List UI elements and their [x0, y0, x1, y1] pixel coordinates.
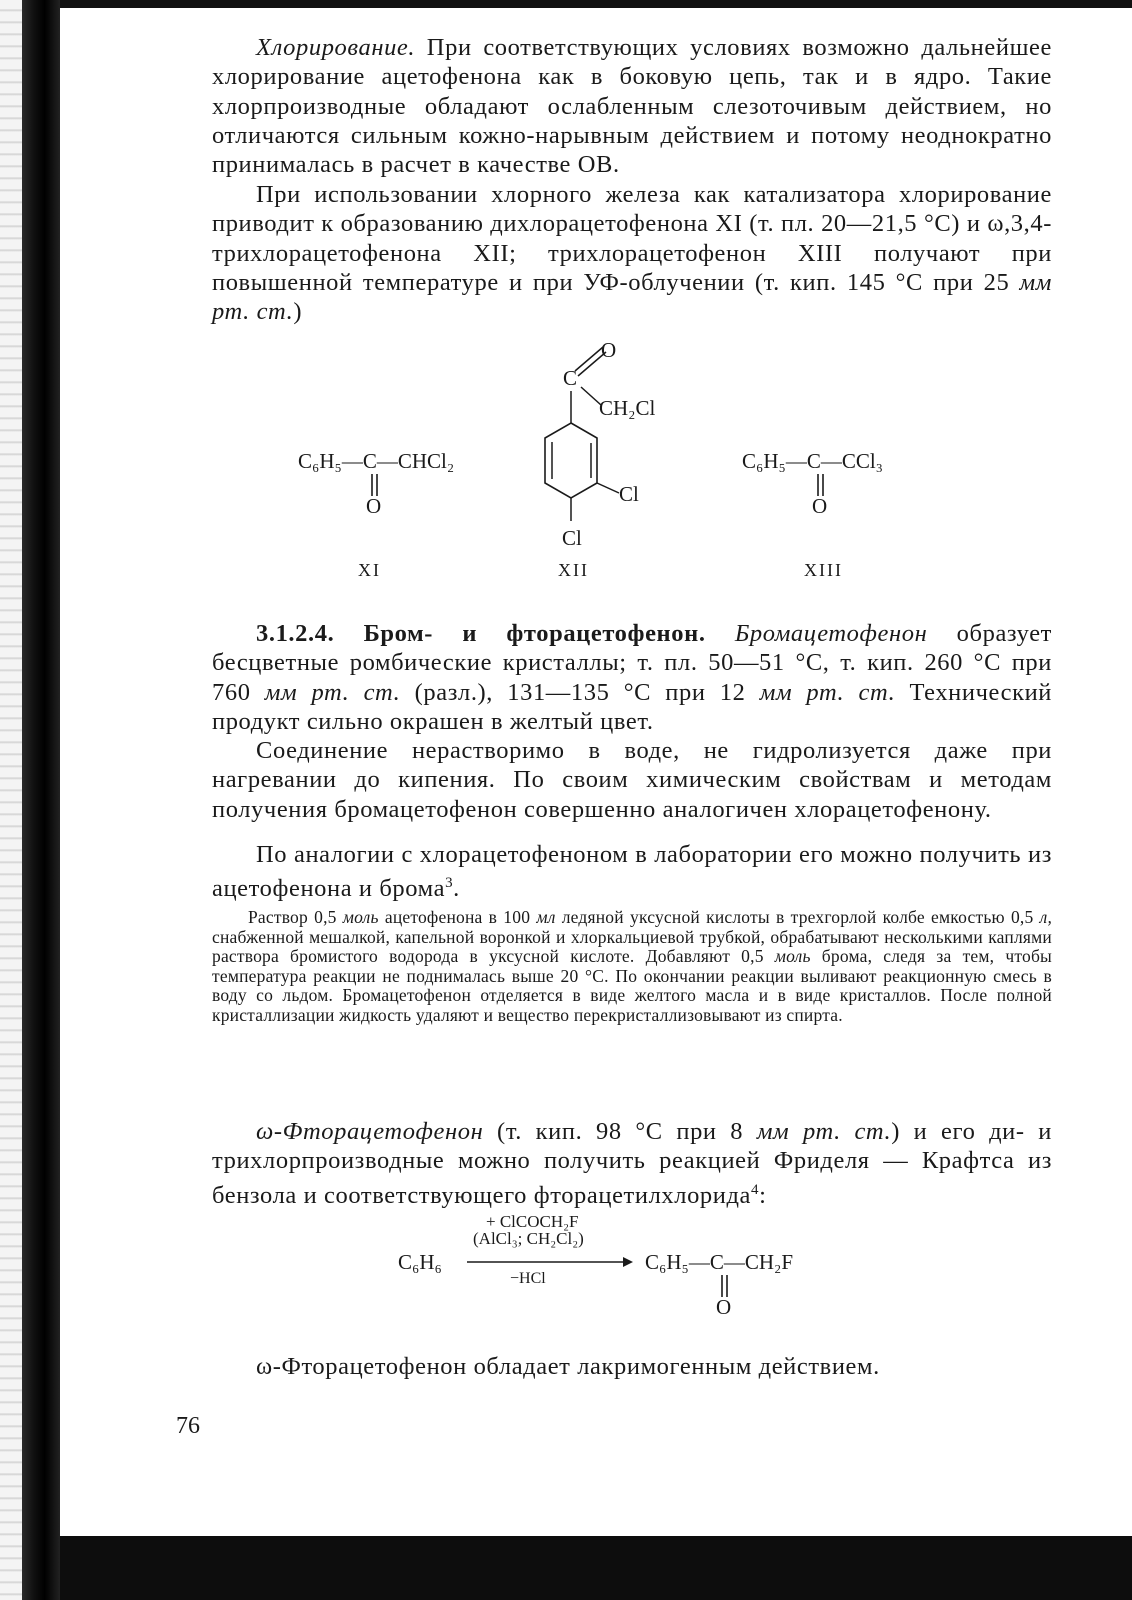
paragraph-bromo-1: [212, 619, 1052, 736]
structure-xii-oxygen: O: [601, 338, 617, 362]
unit-text: мл: [536, 907, 556, 927]
structure-xii-side-chain: CH₂Cl: [599, 396, 656, 420]
scan-bottom-edge: [60, 1536, 1132, 1600]
unit-text: л,: [1039, 907, 1053, 927]
scan-top-edge: [60, 0, 1132, 8]
text: По аналогии с хлорацетофеноном в лаборатории его можно получить из ацетофенона и брома: [212, 841, 1052, 903]
text: ω-Фторацетофенон обладает лакримогенным действием.: [256, 1353, 880, 1380]
scan-binding-shadow: [22, 0, 60, 1600]
reaction-arrow: [465, 1252, 635, 1272]
footnote-ref: 4: [751, 1181, 760, 1198]
unit-text: мм рт. ст.: [756, 1118, 892, 1145]
unit-text: моль: [342, 907, 379, 927]
text: ледяной уксусной кислоты в трехгорлой колбе емкостью 0,5: [555, 907, 1040, 927]
structure-xi-label: XI: [358, 560, 381, 580]
structure-xii-cl-para: Cl: [562, 526, 582, 550]
text: При соответствующих условиях возможно дальнейшее хлорирование ацетофенона как в боковую цепь, так и в ядро. Такие хлорпроизводные обладают ослабленным слезоточивым действием, но отличаются сильным кожно-нарывным действием и потому неоднократно принималась в расчет в качестве ОВ.: [212, 34, 1052, 179]
unit-text: мм рт. ст.: [264, 678, 401, 706]
footnote-ref: 3: [445, 875, 454, 892]
text: Соединение нерастворимо в воде, не гидролизуется даже при нагревании до кипения. По своим химическим свойствам и методам получения бромацетофенон совершенно аналогичен хлорацетофенону.: [212, 737, 1052, 823]
text: ): [293, 298, 303, 326]
structure-xii-cl-meta: Cl: [619, 482, 639, 506]
structure-xii-label: XII: [558, 560, 589, 580]
text: .: [453, 875, 460, 903]
text: образует бесцветные ромбические кристаллы; т. пл. 50—51 °С, т. кип. 260 °С при 760: [212, 620, 1052, 706]
text: брома, следя за тем, чтобы температура реакции не поднималась выше 20 °С. По окончании реакции выливают реакционную смесь в воду со льдом. Бромацетофенон отделяется в виде желтого масла и в виде кристаллов. После полной кристаллизации жидкость удаляют и вещество перекристаллизовывают из спирта.: [212, 946, 1053, 1025]
text: снабженной мешалкой, капельной воронкой и хлоркальциевой трубкой, обрабатывают несколькими каплями раствора бромистого водорода в уксусной кислоте. Добавляют 0,5: [212, 926, 1052, 966]
paragraph-fluoro-1: [212, 1117, 1052, 1210]
section-title-chlorination: Хлорирование.: [256, 34, 416, 61]
scan-left-edge: [0, 0, 22, 1600]
text: :: [759, 1181, 767, 1209]
compound-name: ω-Фторацетофенон: [256, 1118, 484, 1145]
paragraph-chlorination-1: [212, 33, 1052, 179]
paragraph-bromo-3: [212, 840, 1052, 904]
paragraph-chlorination-2: [212, 180, 1052, 326]
structure-xi-oxygen: O: [366, 494, 382, 518]
unit-text: моль: [774, 946, 811, 966]
structure-xii-carbon: C: [563, 366, 578, 390]
unit-text: мм рт. ст.: [212, 268, 1052, 326]
structure-xiii-oxygen: O: [812, 494, 828, 518]
section-heading: 3.1.2.4. Бром- и фторацетофенон.: [256, 620, 706, 647]
reaction-conditions: (AlCl₃; CH₂Cl₂): [473, 1229, 584, 1248]
unit-text: мм рт. ст.: [759, 678, 896, 706]
text: ) и его ди- и трихлорпроизводные можно получить реакцией Фриделя — Крафтса из бензола и соответствующего фторацетилхлорида: [212, 1118, 1052, 1209]
structure-xiii-formula: C₆H₅—C—CCl₃: [742, 449, 883, 473]
text: Технический продукт сильно окрашен в желтый цвет.: [212, 678, 1053, 735]
reaction-reactant: C₆H₆: [398, 1250, 442, 1274]
structure-xii: [535, 335, 715, 565]
structure-xi-formula: C₆H₅—C—CHCl₂: [298, 449, 455, 473]
paragraph-fluoro-final: [212, 1352, 1052, 1381]
text: (т. кип. 98 °С при 8: [483, 1118, 757, 1145]
reaction-product-oxygen: O: [716, 1295, 732, 1319]
procedure-text: [212, 908, 1052, 1025]
reaction-byproduct: −HCl: [510, 1270, 546, 1287]
text: ацетофенона в 100: [378, 907, 537, 927]
text: Раствор 0,5: [248, 907, 343, 927]
structure-xiii-label: XIII: [804, 560, 843, 580]
page-number: 76: [176, 1413, 200, 1439]
paragraph-bromo-2: [212, 736, 1052, 824]
compound-name: Бромацетофенон: [734, 620, 928, 647]
reaction-reagent: + ClCOCH₂F: [486, 1212, 579, 1231]
text: При использовании хлорного железа как катализатора хлорирование приводит к образованию дихлорацетофенона XI (т. пл. 20—21,5 °С) и ω,3,4-трихлорацетофенона XII; трихлорацетофенон XIII получают при повышенной температуре и при УФ-облучении (т. кип. 145 °С при 25: [212, 181, 1052, 296]
text: (разл.), 131—135 °С при 12: [400, 678, 760, 706]
reaction-product: C₆H₅—C—CH₂F: [645, 1250, 793, 1274]
